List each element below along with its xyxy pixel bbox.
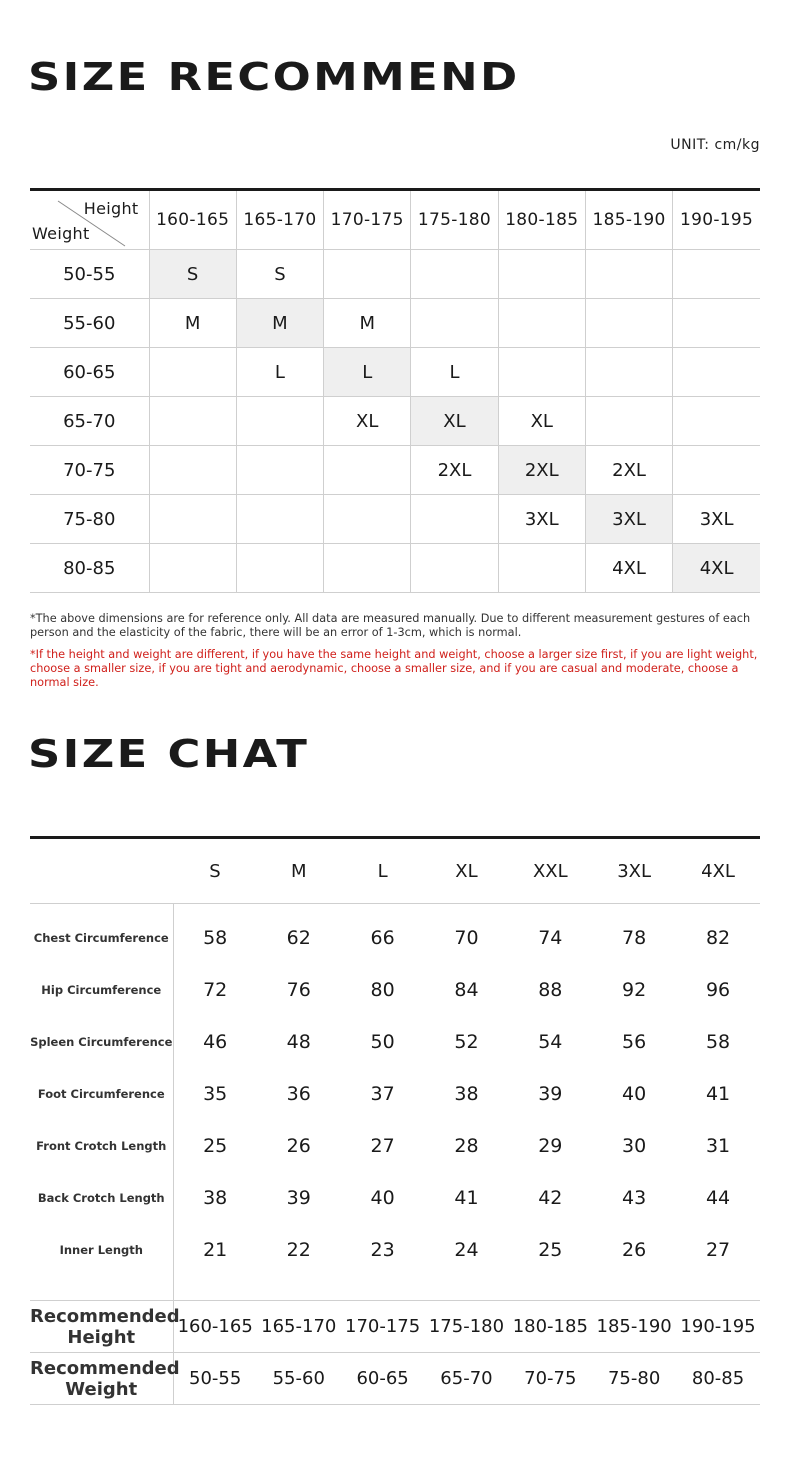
size-cell [673,397,760,446]
size-cell [673,348,760,397]
measurement-value: 70 [454,927,479,949]
size-cell [498,250,585,299]
measurement-value: 36 [286,1083,311,1105]
size-cell: M [236,299,323,348]
size-cell: L [411,348,498,397]
header-blank-cell [30,838,173,904]
recommended-value: 50-55 [173,1353,257,1405]
size-header: L [341,838,425,904]
size-cell: 2XL [585,446,672,495]
size-cell: 2XL [411,446,498,495]
measurement-value: 40 [622,1083,647,1105]
measurement-row [30,1120,760,1172]
size-cell [149,544,236,593]
measurement-value: 54 [538,1031,563,1053]
size-header: 4XL [676,838,760,904]
recommended-value: 165-170 [257,1301,341,1353]
size-cell: L [324,348,411,397]
recommended-label: Recommended Weight [30,1353,173,1405]
measurement-value: 38 [454,1083,479,1105]
size-cell [324,495,411,544]
recommended-value: 170-175 [341,1301,425,1353]
measurement-value: 44 [705,1187,731,1209]
measurement-value: 48 [286,1031,311,1053]
size-cell [324,446,411,495]
measurement-value: 39 [286,1187,311,1209]
recommended-value: 175-180 [425,1301,509,1353]
measurement-label: Chest Circumference [30,904,173,965]
size-chart-table [30,836,760,1405]
size-cell: M [149,299,236,348]
size-cell [236,446,323,495]
weight-range-label: 50-55 [30,250,149,299]
height-range-header: 175-180 [411,190,498,250]
size-cell [585,397,672,446]
recommended-label: Recommended Height [30,1301,173,1353]
size-cell: XL [324,397,411,446]
measurement-label: Back Crotch Length [30,1172,173,1224]
measurement-row [30,964,760,1016]
measurement-label: Hip Circumference [30,964,173,1016]
weight-range-label: 60-65 [30,348,149,397]
measurement-row [30,1224,760,1301]
reference-note: *The above dimensions are for reference only. All data are measured manually. Due to different measurement gestures of each person and the elasticity of the fabric, there will be an error of 1-3cm, which is normal. [30,612,751,639]
weight-row [30,397,760,446]
measurement-value: 22 [286,1239,311,1261]
measurement-value: 78 [622,927,647,949]
measurement-value: 40 [370,1187,395,1209]
height-range-header: 160-165 [149,190,236,250]
size-header: XXL [508,838,592,904]
size-cell [498,348,585,397]
measurement-value: 26 [286,1135,311,1157]
weight-row [30,299,760,348]
measurement-value: 24 [454,1239,479,1261]
size-cell [236,397,323,446]
measurement-value: 35 [203,1083,228,1105]
size-cell [411,250,498,299]
corner-height-label: Height [83,199,139,218]
measurement-label: Spleen Circumference [30,1016,173,1068]
weight-range-label: 75-80 [30,495,149,544]
size-cell: S [149,250,236,299]
size-cell [673,446,760,495]
height-range-header: 170-175 [324,190,411,250]
measurement-value: 41 [454,1187,479,1209]
size-cell [149,446,236,495]
recommended-value: 160-165 [173,1301,257,1353]
size-cell: XL [498,397,585,446]
measurement-value: 96 [705,979,731,1001]
measurement-value: 72 [203,979,228,1001]
recommended-value: 185-190 [592,1301,676,1353]
measurement-value: 50 [370,1031,395,1053]
size-cell [498,299,585,348]
recommended-value: 180-185 [508,1301,592,1353]
measurement-value: 27 [370,1135,395,1157]
weight-range-label: 65-70 [30,397,149,446]
measurement-value: 76 [286,979,311,1001]
measurement-value: 88 [538,979,563,1001]
size-cell [236,544,323,593]
size-header: S [173,838,257,904]
measurement-value: 62 [286,927,311,949]
measurement-value: 38 [203,1187,228,1209]
height-range-header: 180-185 [498,190,585,250]
size-cell [585,299,672,348]
measurement-value: 66 [370,927,395,949]
measurement-value: 25 [203,1135,228,1157]
size-cell [411,544,498,593]
size-cell: XL [411,397,498,446]
height-header-row [30,190,760,250]
measurement-value: 84 [454,979,479,1001]
weight-range-label: 70-75 [30,446,149,495]
size-recommend-title: SIZE RECOMMEND [28,55,520,99]
measurement-value: 25 [538,1239,563,1261]
size-cell [585,348,672,397]
size-header: XL [425,838,509,904]
size-cell: S [236,250,323,299]
size-cell: 3XL [585,495,672,544]
weight-row [30,495,760,544]
height-range-header: 185-190 [585,190,672,250]
measurement-value: 80 [370,979,395,1001]
recommended-value: 55-60 [257,1353,341,1405]
size-chart-title: SIZE CHAT [28,732,310,776]
measurement-value: 29 [538,1135,563,1157]
measurement-row [30,1016,760,1068]
height-range-header: 165-170 [236,190,323,250]
measurement-value: 27 [705,1239,731,1261]
measurement-label: Front Crotch Length [30,1120,173,1172]
measurement-value: 92 [622,979,647,1001]
recommended-value: 190-195 [676,1301,760,1353]
recommended-row [30,1301,760,1353]
size-cell: 4XL [673,544,760,593]
weight-range-label: 80-85 [30,544,149,593]
size-cell [149,397,236,446]
unit-label: UNIT: cm/kg [670,137,760,153]
measurement-value: 58 [203,927,228,949]
measurement-label: Foot Circumference [30,1068,173,1120]
measurement-value: 26 [622,1239,647,1261]
recommended-value: 65-70 [425,1353,509,1405]
size-cell [498,544,585,593]
size-cell [585,250,672,299]
measurement-value: 52 [454,1031,479,1053]
measurement-row [30,904,760,965]
measurement-value: 39 [538,1083,563,1105]
size-cell: 2XL [498,446,585,495]
measurement-row [30,1172,760,1224]
size-cell [236,495,323,544]
weight-row [30,348,760,397]
size-cell: L [236,348,323,397]
measurement-value: 23 [370,1239,395,1261]
weight-row [30,544,760,593]
weight-range-label: 55-60 [30,299,149,348]
size-choice-note: *If the height and weight are different, if you have the same height and weight, choose a larger size first, if you are light weight, choose a smaller size, if you are tight and aerodynamic, choose a smaller size, and if you are casual and moderate, choose a normal size. [30,648,758,689]
recommended-row [30,1353,760,1405]
size-recommend-table [30,188,760,593]
recommended-value: 80-85 [676,1353,760,1405]
size-cell [673,250,760,299]
measurement-value: 31 [705,1135,731,1157]
corner-weight-label: Weight [32,224,90,243]
size-cell [411,495,498,544]
measurement-row [30,1068,760,1120]
size-cell [149,348,236,397]
measurement-value: 58 [705,1031,731,1053]
weight-row [30,446,760,495]
measurement-value: 43 [622,1187,647,1209]
size-cell: 3XL [498,495,585,544]
size-header: M [257,838,341,904]
measurement-value: 42 [538,1187,563,1209]
size-cell [324,544,411,593]
measurement-value: 28 [454,1135,479,1157]
weight-row [30,250,760,299]
height-range-header: 190-195 [673,190,760,250]
recommended-value: 60-65 [341,1353,425,1405]
measurement-label: Inner Length [30,1224,173,1301]
measurement-value: 37 [370,1083,395,1105]
size-cell [673,299,760,348]
measurement-value: 21 [203,1239,228,1261]
recommended-value: 75-80 [592,1353,676,1405]
measurement-value: 41 [705,1083,731,1105]
height-weight-corner [30,190,149,250]
measurement-value: 46 [203,1031,228,1053]
size-cell [324,250,411,299]
measurement-value: 30 [622,1135,647,1157]
measurement-value: 56 [622,1031,647,1053]
measurement-value: 74 [538,927,563,949]
size-cell [149,495,236,544]
size-header: 3XL [592,838,676,904]
size-cell: M [324,299,411,348]
size-header-row [30,838,760,904]
size-cell: 4XL [585,544,672,593]
size-cell: 3XL [673,495,760,544]
size-cell [411,299,498,348]
recommended-value: 70-75 [508,1353,592,1405]
measurement-value: 82 [705,927,731,949]
